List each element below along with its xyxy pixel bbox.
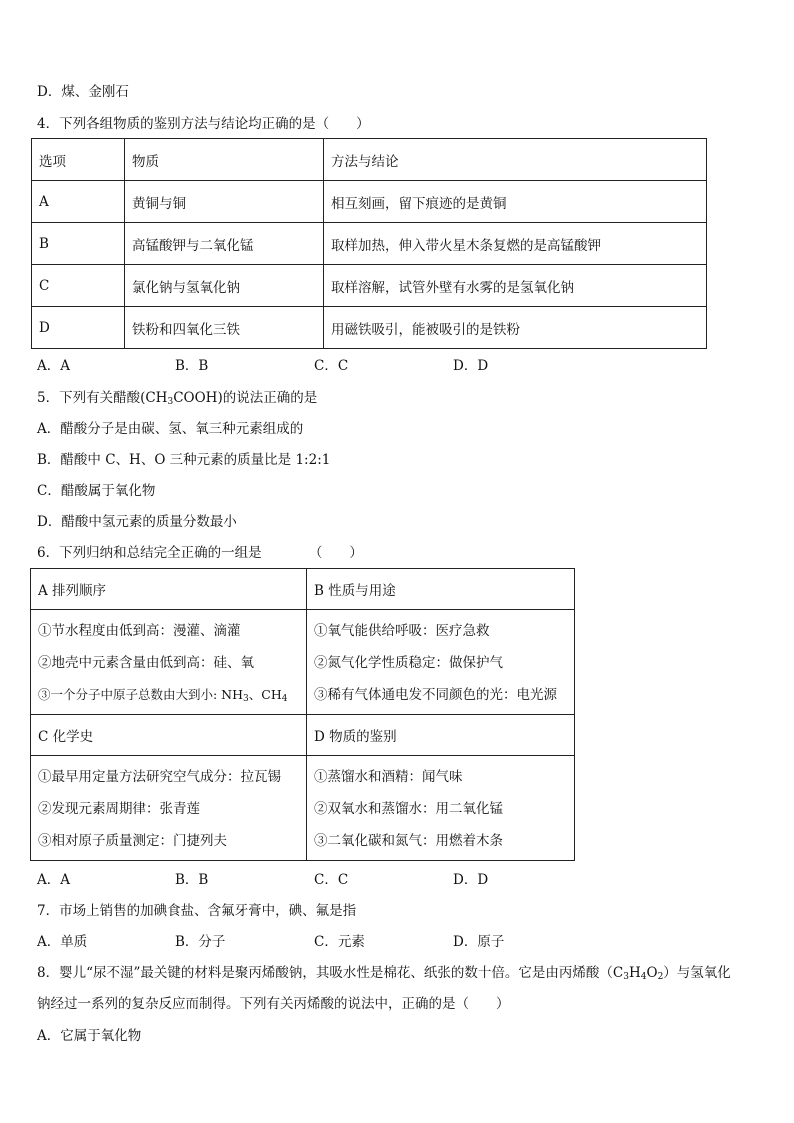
option-d: D．D (453, 358, 489, 374)
table-cell: 黄铜与铜 (125, 181, 324, 223)
q8-stem-line1: 8．婴儿“尿不湿”最关键的材料是聚丙烯酸钠，其吸水性是棉花、纸张的数十倍。它是由丙烯酸$(C_3H_4O_2)$与氢氧化 (37, 965, 731, 982)
table-row (32, 181, 707, 223)
table-row (32, 307, 707, 349)
group-c-title: C 化学史 (31, 715, 307, 756)
table-cell: D (32, 307, 125, 349)
option-a: A．A (37, 872, 70, 888)
table-header-row (31, 569, 575, 610)
table-cell: 用磁铁吸引，能被吸引的是铁粉 (324, 307, 707, 349)
q8-stem-line2: 钠经过一系列的复杂反应而制得。下列有关丙烯酸的说法中，正确的是（ ） (37, 996, 510, 1012)
list-item: ①蒸馏水和酒精：闻气味 (314, 769, 463, 785)
table-header-row (32, 139, 707, 181)
table-row (31, 610, 575, 715)
group-a-title: A 排列顺序 (31, 569, 307, 610)
table-cell: 氯化钠与氢氧化钠 (125, 265, 324, 307)
table-cell: 高锰酸钾与二氧化锰 (125, 223, 324, 265)
option-a: A．单质 (37, 934, 88, 950)
table-header: 物质 (125, 139, 324, 181)
table-header: 方法与结论 (324, 139, 707, 181)
table-cell: 取样溶解，试管外壁有水雾的是氢氧化钠 (324, 265, 707, 307)
table-cell: 铁粉和四氧化三铁 (125, 307, 324, 349)
q4-stem: 4．下列各组物质的鉴别方法与结论均正确的是（ ） (37, 116, 370, 132)
list-item: ①节水程度由低到高：漫灌、滴灌 (38, 623, 241, 639)
q8-option-a: A．它属于氧化物 (37, 1028, 142, 1044)
option-c: C．C (314, 872, 349, 888)
group-b-title: B 性质与用途 (307, 569, 575, 610)
table-row (32, 223, 707, 265)
q5-option-d: D．醋酸中氢元素的质量分数最小 (37, 514, 237, 530)
list-item: ①氧气能供给呼吸：医疗急救 (314, 623, 490, 639)
option-b: B．分子 (175, 934, 226, 950)
table-cell: 相互刻画，留下痕迹的是黄铜 (324, 181, 707, 223)
option-d: D．原子 (453, 934, 505, 950)
list-item: ③稀有气体通电发不同颜色的光：电光源 (314, 687, 557, 703)
group-d-items (307, 756, 575, 861)
group-c-items (31, 756, 307, 861)
option-c: C．元素 (314, 934, 365, 950)
option-b: B．B (175, 872, 209, 888)
q5-option-a: A．醋酸分子是由碳、氢、氧三种元素组成的 (37, 421, 304, 437)
table-cell: 取样加热，伸入带火星木条复燃的是高锰酸钾 (324, 223, 707, 265)
q7-stem: 7．市场上销售的加碘食盐、含氟牙膏中，碘、氟是指 (37, 903, 357, 919)
q4-table (31, 138, 707, 349)
list-item: ①最早用定量方法研究空气成分：拉瓦锡 (38, 769, 281, 785)
q5-stem: 5．下列有关醋酸$(CH_3COOH)$的说法正确的是 (37, 390, 318, 407)
table-cell: A (32, 181, 125, 223)
table-row (31, 756, 575, 861)
q7-options (37, 933, 737, 951)
table-header: 选项 (32, 139, 125, 181)
list-item: ③二氧化碳和氮气：用燃着木条 (314, 833, 503, 849)
list-item: ③一个分子中原子总数由大到小: $NH_3$、$CH_4$ (38, 687, 288, 704)
q5-option-b: B．醋酸中 C、H、O 三种元素的质量比是 1:2:1 (37, 452, 331, 468)
option-b: B．B (175, 358, 209, 374)
q5-option-c: C．醋酸属于氧化物 (37, 483, 156, 499)
table-cell: C (32, 265, 125, 307)
q6-options (37, 871, 737, 889)
list-item: ②发现元素周期律：张青莲 (38, 801, 200, 817)
q6-stem: 6．下列归纳和总结完全正确的一组是 （ ） (37, 545, 363, 561)
option-d: D．D (453, 872, 489, 888)
list-item: ②双氧水和蒸馏水：用二氧化锰 (314, 801, 503, 817)
list-item: ③相对原子质量测定：门捷列夫 (38, 833, 227, 849)
option-a: A．A (37, 358, 70, 374)
group-a-items (31, 610, 307, 715)
table-row (32, 265, 707, 307)
q3-option-d: D．煤、金刚石 (37, 84, 129, 100)
table-cell: B (32, 223, 125, 265)
list-item: ②地壳中元素含量由低到高：硅、氧 (38, 655, 254, 671)
q4-options (37, 357, 737, 375)
option-c: C．C (314, 358, 349, 374)
table-header-row (31, 715, 575, 756)
q6-table (30, 568, 575, 861)
group-b-items (307, 610, 575, 715)
group-d-title: D 物质的鉴别 (307, 715, 575, 756)
list-item: ②氮气化学性质稳定：做保护气 (314, 655, 503, 671)
